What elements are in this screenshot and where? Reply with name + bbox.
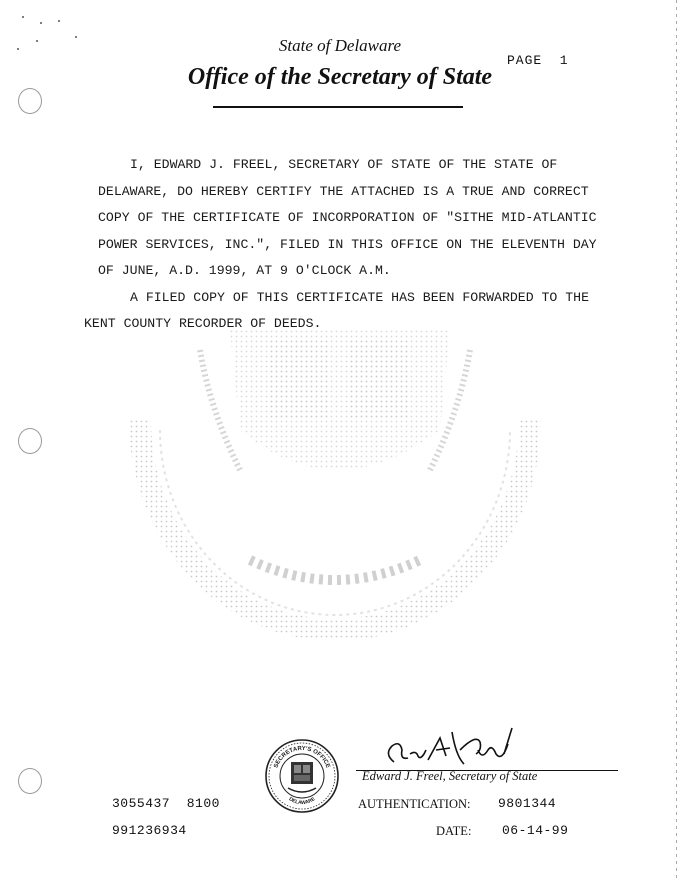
body-line: POWER SERVICES, INC.", FILED IN THIS OFFICE ON THE ELEVENTH DAY xyxy=(98,236,597,252)
filing-number: 991236934 xyxy=(112,823,187,838)
document-number: 3055437 8100 xyxy=(112,796,220,811)
svg-text:DELAWARE xyxy=(288,796,317,806)
header-rule xyxy=(213,106,463,108)
body-line: OF JUNE, A.D. 1999, AT 9 O'CLOCK A.M. xyxy=(98,263,391,278)
body-line: A FILED COPY OF THIS CERTIFICATE HAS BEEN FORWARDED TO THE xyxy=(130,289,589,305)
punch-hole xyxy=(18,428,42,454)
embossed-seal-watermark xyxy=(120,310,550,640)
body-line: KENT COUNTY RECORDER OF DEEDS. xyxy=(84,316,322,331)
secretary-seal xyxy=(264,738,340,814)
signature-caption: Edward J. Freel, Secretary of State xyxy=(362,769,538,783)
scan-speckle xyxy=(58,20,60,22)
office-title: Office of the Secretary of State xyxy=(187,64,493,90)
page-edge xyxy=(676,0,677,879)
body-line: DELAWARE, DO HEREBY CERTIFY THE ATTACHED IS A TRUE AND CORRECT xyxy=(98,183,589,199)
date-label: DATE: xyxy=(436,824,472,838)
authentication-label: AUTHENTICATION: xyxy=(358,797,471,811)
signature-image xyxy=(380,720,530,776)
scan-speckle xyxy=(22,16,24,18)
punch-hole xyxy=(18,88,42,114)
page-number: PAGE 1 xyxy=(507,53,569,68)
authentication-value: 9801344 xyxy=(498,796,557,811)
certificate-body xyxy=(84,152,618,338)
date-value: 06-14-99 xyxy=(502,823,569,838)
punch-hole xyxy=(18,768,42,794)
scan-speckle xyxy=(40,22,42,24)
body-line: I, EDWARD J. FREEL, SECRETARY OF STATE OF THE STATE OF xyxy=(130,157,558,172)
seal-top-text: SECRETARY'S OFFICE xyxy=(273,745,331,770)
seal-bottom-text: DELAWARE xyxy=(287,796,317,807)
body-line: COPY OF THE CERTIFICATE OF INCORPORATION OF "SITHE MID-ATLANTIC xyxy=(98,210,597,225)
state-title: State of Delaware xyxy=(278,36,402,55)
